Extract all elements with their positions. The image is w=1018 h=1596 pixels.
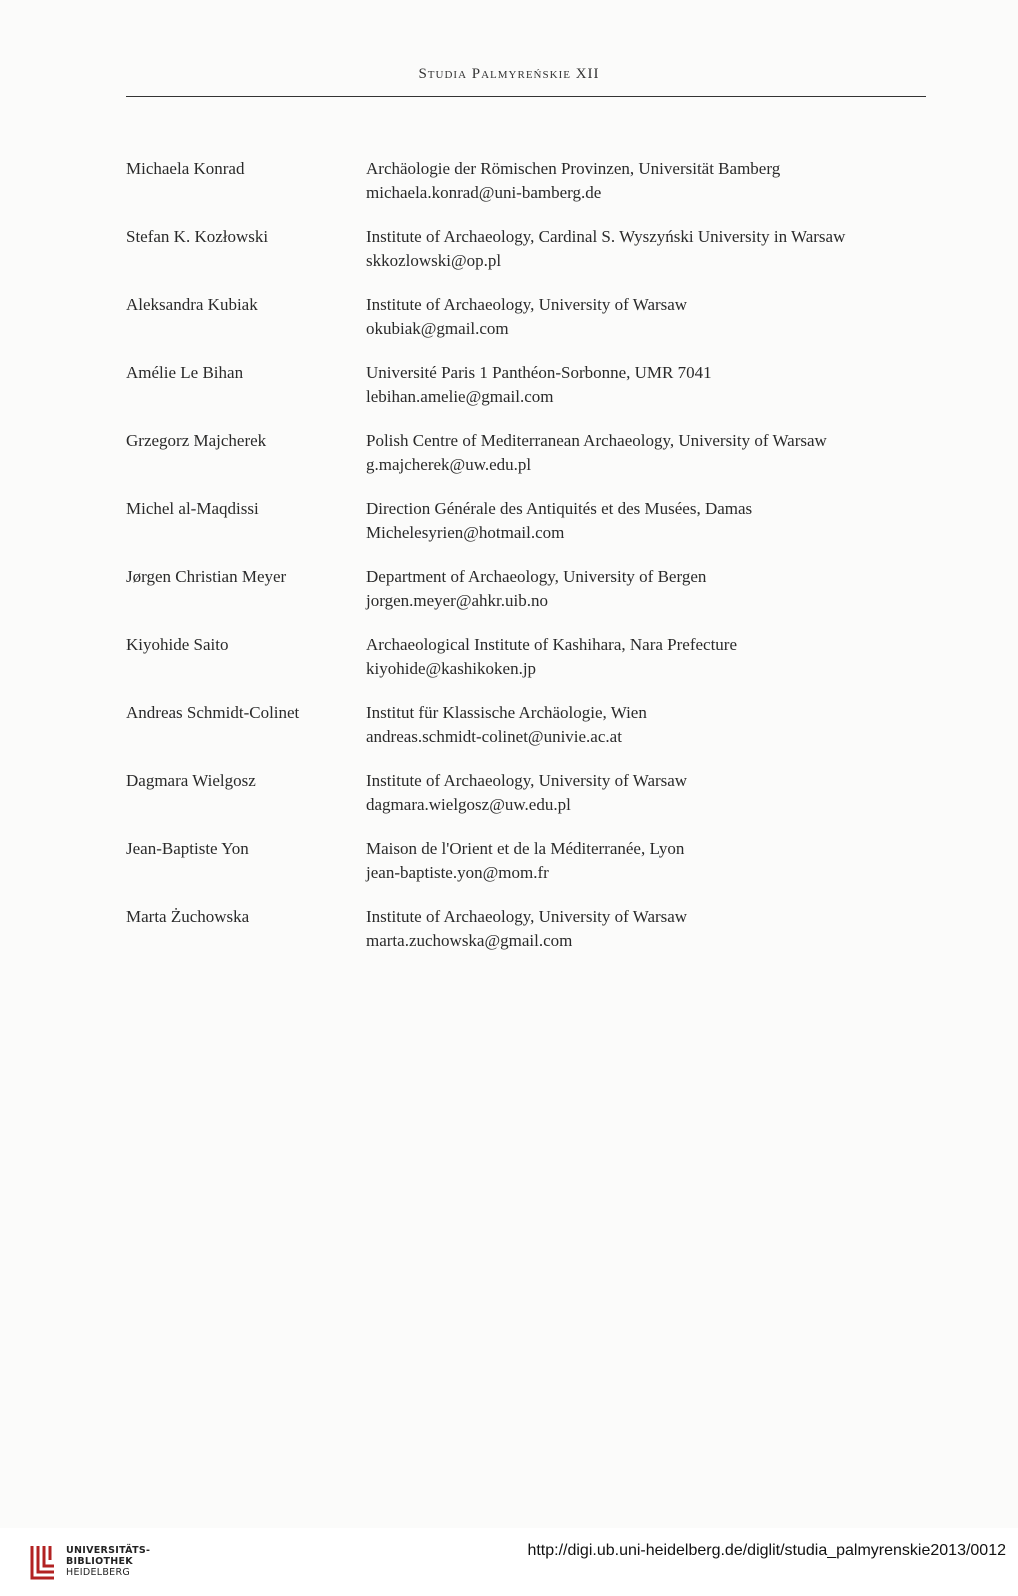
library-logo-icon [26,1542,60,1582]
contributor-email: jorgen.meyer@ahkr.uib.no [366,591,548,610]
contributor-email: kiyohide@kashikoken.jp [366,659,537,678]
contributor-email: andreas.schmidt-colinet@univie.ac.at [366,727,622,746]
contributor-entry [126,429,936,497]
contributor-email: michaela.konrad@uni-bamberg.de [366,183,602,202]
contributor-email: g.majcherek@uw.edu.pl [366,455,532,474]
contributor-name: Andreas Schmidt-Colinet [126,703,300,722]
contributor-entry [126,633,936,701]
contributor-entry [126,701,936,769]
contributor-name: Jørgen Christian Meyer [126,567,287,586]
contributor-affiliation: Direction Générale des Antiquités et des Musées, Damas [366,499,753,518]
contributor-email: okubiak@gmail.com [366,319,509,338]
contributor-name: Amélie Le Bihan [126,363,244,382]
contributor-affiliation: Institute of Archaeology, University of Warsaw [366,295,688,314]
contributor-affiliation: Institut für Klassische Archäologie, Wien [366,703,647,722]
contributor-affiliation: Institute of Archaeology, University of Warsaw [366,907,688,926]
contributor-email: skkozlowski@op.pl [366,251,502,270]
contributor-entry [126,293,936,361]
contributor-email: dagmara.wielgosz@uw.edu.pl [366,795,571,814]
contributor-email: marta.zuchowska@gmail.com [366,931,573,950]
contributor-name: Dagmara Wielgosz [126,771,256,790]
header-rule [126,96,926,97]
contributor-entry [126,225,936,293]
logo-line-3: HEIDELBERG [66,1567,131,1578]
contributor-affiliation: Department of Archaeology, University of Bergen [366,567,707,586]
contributor-affiliation: Archaeological Institute of Kashihara, Nara Prefecture [366,635,737,654]
contributor-name: Aleksandra Kubiak [126,295,258,314]
contributor-email: lebihan.amelie@gmail.com [366,387,554,406]
contributor-name: Jean-Baptiste Yon [126,839,249,858]
contributor-email: jean-baptiste.yon@mom.fr [366,863,549,882]
contributor-entry [126,565,936,633]
contributor-entry [126,497,936,565]
contributor-entry [126,157,936,225]
running-head: Studia Palmyreńskie XII [418,66,600,82]
contributor-entry [126,769,936,837]
contributor-name: Kiyohide Saito [126,635,229,654]
contributor-affiliation: Université Paris 1 Panthéon-Sorbonne, UMR 7041 [366,363,712,382]
viewer-footer [0,1528,1018,1596]
contributor-affiliation: Institute of Archaeology, Cardinal S. Wyszyński University in Warsaw [366,227,846,246]
contributor-name: Stefan K. Kozłowski [126,227,269,246]
contributor-name: Michaela Konrad [126,159,245,178]
contributor-affiliation: Polish Centre of Mediterranean Archaeology, University of Warsaw [366,431,827,450]
contributor-name: Marta Żuchowska [126,907,250,926]
contributor-affiliation: Archäologie der Römischen Provinzen, Universität Bamberg [366,159,781,178]
contributor-name: Michel al-Maqdissi [126,499,259,518]
library-logo-text [66,1545,150,1578]
contributor-entry [126,837,936,905]
contributor-entry [126,905,936,973]
contributor-affiliation: Institute of Archaeology, University of Warsaw [366,771,688,790]
contributor-entry [126,361,936,429]
logo-line-2: BIBLIOTHEK [66,1556,133,1567]
contributor-affiliation: Maison de l'Orient et de la Méditerranée, Lyon [366,839,685,858]
logo-line-1: UNIVERSITÄTS- [66,1545,151,1556]
contributor-email: Michelesyrien@hotmail.com [366,523,565,542]
page-url-link[interactable]: http://digi.ub.uni-heidelberg.de/diglit/studia_palmyrenskie2013/0012 [527,1542,1006,1559]
contributor-list [126,157,936,973]
contributor-name: Grzegorz Majcherek [126,431,267,450]
